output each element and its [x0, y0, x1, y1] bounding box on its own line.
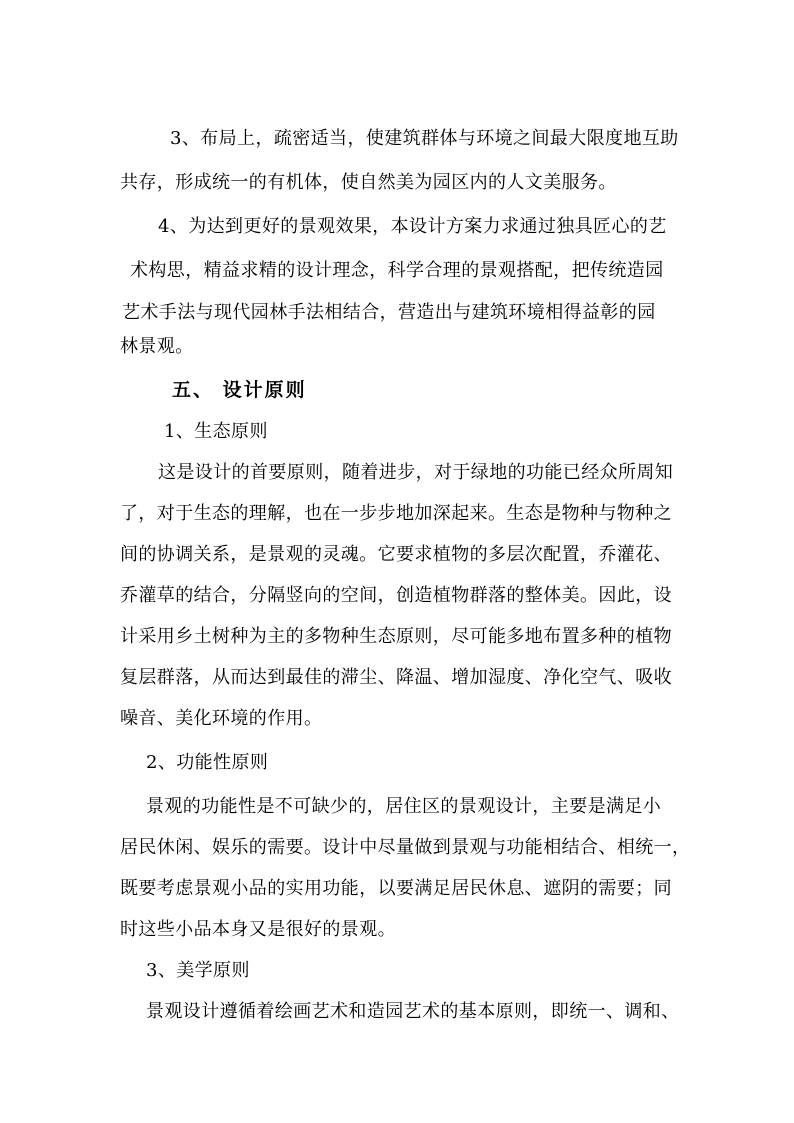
list-item-4-line-2: 术构思，精益求精的设计理念，科学合理的景观搭配，把传统造园 — [130, 260, 664, 281]
paragraph-function-line-1: 景观的功能性是不可缺少的，居住区的景观设计，主要是满足小 — [146, 796, 662, 817]
paragraph-function-line-3: 既要考虑景观小品的实用功能，以要满足居民休息、遮阴的需要；同 — [120, 878, 672, 899]
subheading-ecology: 1、生态原则 — [164, 421, 268, 442]
paragraph-ecology-line-5: 计采用乡土树种为主的多物种生态原则，尽可能多地布置多种的植物 — [120, 626, 672, 647]
section-heading: 五、 设计原则 — [172, 379, 307, 401]
subheading-function: 2、功能性原则 — [146, 752, 269, 773]
list-item-4-line-1: 4、为达到更好的景观效果，本设计方案力求通过独具匠心的艺 — [158, 216, 667, 237]
paragraph-aesthetics-line-1: 景观设计遵循着绘画艺术和造园艺术的基本原则，即统一、调和、 — [146, 1001, 680, 1022]
list-item-4-line-3: 艺术手法与现代园林手法相结合，营造出与建筑环境相得益彰的园 — [122, 302, 656, 323]
paragraph-ecology-line-1: 这是设计的首要原则，随着进步，对于绿地的功能已经众所周知 — [158, 462, 674, 483]
paragraph-ecology-line-7: 噪音、美化环境的作用。 — [120, 708, 323, 729]
list-item-3-line-2: 共存，形成统一的有机体，使自然美为园区内的人文美服务。 — [120, 172, 617, 193]
paragraph-ecology-line-4: 乔灌草的结合，分隔竖向的空间，创造植物群落的整体美。因此，设 — [120, 585, 672, 606]
subheading-aesthetics: 3、美学原则 — [146, 960, 250, 981]
paragraph-ecology-line-2: 了，对于生态的理解，也在一步步地加深起来。生态是物种与物种之 — [120, 503, 672, 524]
paragraph-function-line-4: 时这些小品本身又是很好的景观。 — [120, 919, 396, 940]
list-item-4-line-4: 林景观。 — [120, 336, 194, 357]
paragraph-ecology-line-6: 复层群落，从而达到最佳的滞尘、降温、增加湿度、净化空气、吸收 — [120, 667, 672, 688]
list-item-3-line-1: 3、布局上，疏密适当，使建筑群体与环境之间最大限度地互助 — [170, 128, 679, 149]
paragraph-function-line-2: 居民休闲、娱乐的需要。设计中尽量做到景观与功能相结合、相统一， — [120, 837, 691, 858]
paragraph-ecology-line-3: 间的协调关系，是景观的灵魂。它要求植物的多层次配置，乔灌花、 — [120, 544, 672, 565]
